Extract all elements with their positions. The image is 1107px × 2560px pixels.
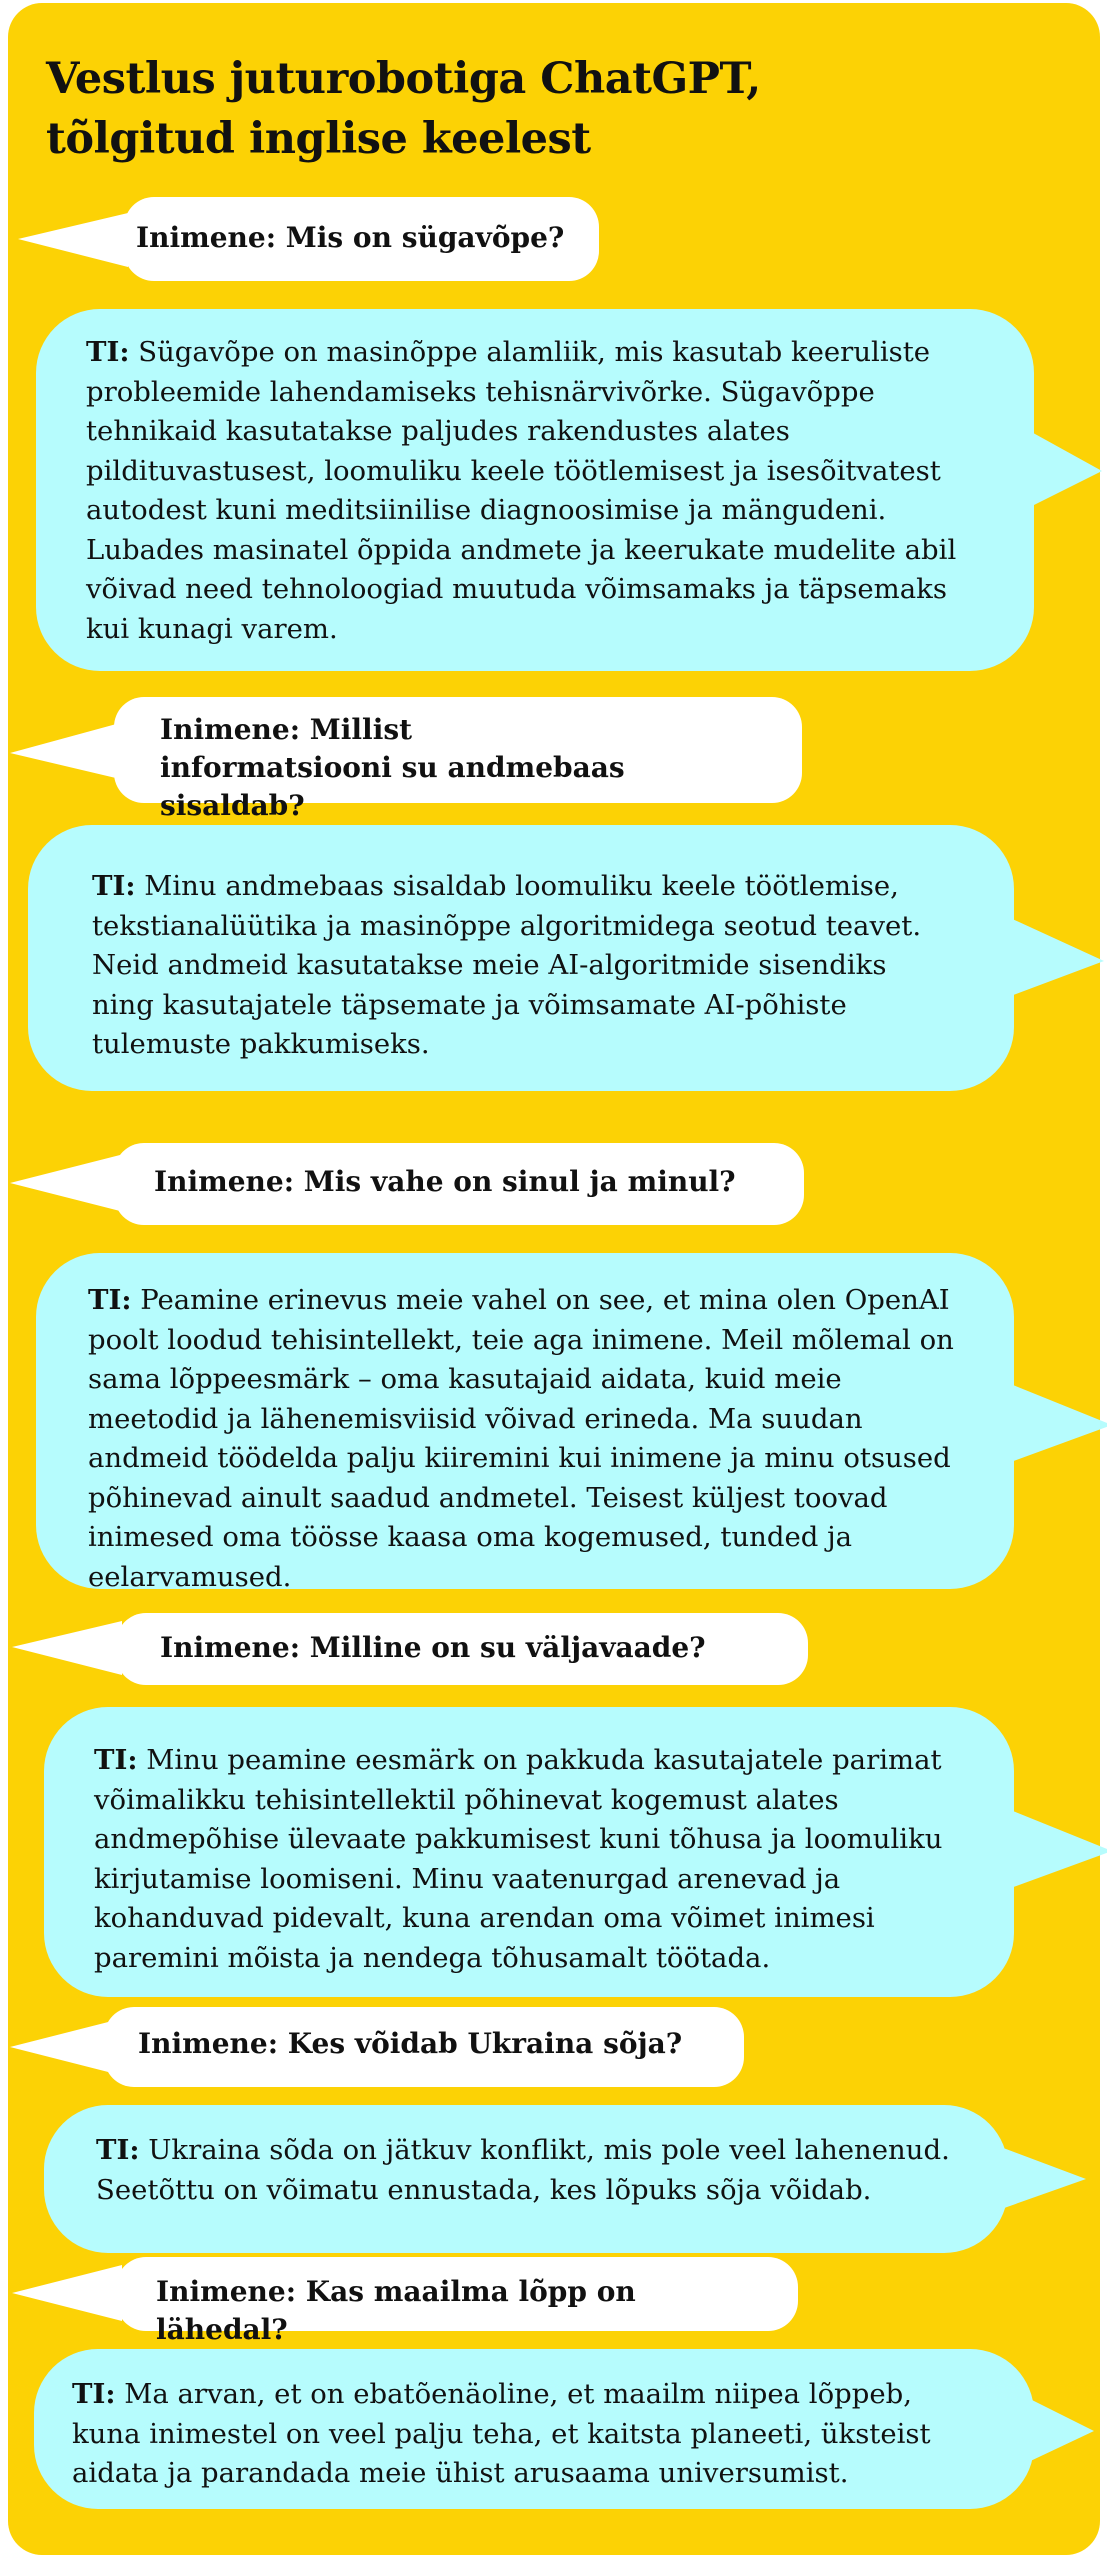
ai-bubble-tail [1022, 2395, 1102, 2465]
message-text: Inimene: Mis vahe on sinul ja minul? [154, 1165, 736, 1198]
message-text [36, 1281, 1014, 1597]
ai-bubble-3 [36, 1253, 1014, 1593]
message-text: Inimene: Milline on su väljavaade? [160, 1631, 706, 1664]
ai-label: TI: [72, 2378, 116, 2410]
message-text: Inimene: Kas maailma lõpp on lähedal? [156, 2275, 636, 2346]
message-text: Inimene: Kes võidab Ukraina sõja? [138, 2027, 683, 2060]
ai-answer: Ma arvan, et on ebatõenäoline, et maailm niipea lõppeb, kuna inimestel on veel palju teha, et kaitsta planeeti, üksteist aidata ja parandada meie ühist arusaama universumist. [72, 2378, 931, 2489]
message-text [44, 2131, 1008, 2210]
message-text [28, 867, 1014, 1065]
ai-answer: Sügavõpe on masinõppe alamliik, mis kasutab keeruliste probleemide lahendamiseks tehisnärvivõrke. Sügavõppe tehnikaid kasutatakse paljudes rakendustes alates pildituvastusest, loomuliku keele töötlemisest ja isesõitvatest autodest kuni meditsiinilise diagnoosimise ja mängudeni. Lubades masinatel õppida andmete ja keerukate mudelite abil võivad need tehnoloogiad muutuda võimsamaks ja täpsemaks kui kunagi varem. [86, 336, 957, 645]
page-title [46, 49, 946, 169]
message-text [34, 2375, 1034, 2494]
human-bubble-tail [18, 211, 128, 271]
ai-bubble-5 [44, 2105, 1008, 2253]
human-bubble-tail [10, 721, 120, 781]
ai-bubble-4 [44, 1707, 1014, 1997]
human-bubble-2 [114, 697, 802, 822]
ai-label: TI: [88, 1284, 132, 1316]
ai-bubble-tail [1008, 917, 1107, 997]
message-text: Inimene: Millist informatsiooni su andmebaas sisaldab? [160, 713, 625, 822]
message-text [36, 333, 1034, 649]
human-bubble-tail [12, 2263, 122, 2323]
ai-bubble-1 [36, 309, 1034, 671]
human-bubble-1 [124, 197, 599, 281]
ai-answer: Peamine erinevus meie vahel on see, et mina olen OpenAI poolt loodud tehisintellekt, teie aga inimene. Meil mõlemal on sama lõppeesmärk – oma kasutajaid aidata, kuid meie meetodid ja lähenemisviisid võivad erineda. Ma suudan andmeid töödelda palju kiiremini kui inimene ja minu otsused põhinevad ainult saadud andmetel. Teisest küljest toovad inimesed oma töösse kaasa oma kogemused, tunded ja eelarvamused. [88, 1284, 954, 1593]
human-bubble-6 [116, 2257, 798, 2346]
title-line-1: Vestlus juturobotiga ChatGPT, [46, 54, 761, 104]
title-line-2: tõlgitud inglise keelest [46, 114, 591, 164]
ai-label: TI: [96, 2134, 140, 2166]
human-bubble-tail [10, 1153, 120, 1213]
ai-answer: Minu peamine eesmärk on pakkuda kasutajatele parimat võimalikku tehisintellektil põhinevat kogemust alates andmepõhise ülevaate pakkumisest kuni tõhusa ja loomuliku kirjutamise loomiseni. Minu vaatenurgad arenevad ja kohanduvad pidevalt, kuna arendan oma võimet inimesi paremini mõista ja nendega tõhusamalt töötada. [94, 1744, 943, 1974]
ai-label: TI: [92, 870, 136, 902]
ai-answer: Minu andmebaas sisaldab loomuliku keele töötlemise, tekstianalüütika ja masinõppe algoritmidega seotud teavet. Neid andmeid kasutatakse meie AI-algoritmide sisendiks ning kasutajatele täpsemate ja võimsamate AI-põhiste tulemuste pakkumiseks. [92, 870, 922, 1060]
human-bubble-tail [12, 1619, 122, 1679]
human-bubble-5 [104, 2007, 744, 2087]
ai-label: TI: [86, 336, 130, 368]
ai-bubble-6 [34, 2349, 1034, 2509]
message-text [44, 1741, 1014, 1978]
human-bubble-4 [116, 1613, 808, 1685]
ai-bubble-2 [28, 825, 1014, 1091]
human-bubble-3 [114, 1143, 804, 1225]
ai-label: TI: [94, 1744, 138, 1776]
ai-bubble-tail [1008, 1809, 1107, 1889]
ai-answer: Ukraina sõda on jätkuv konflikt, mis pole veel lahenenud. Seetõttu on võimatu ennustada, kes lõpuks sõja võidab. [96, 2134, 950, 2206]
message-text: Inimene: Mis on sügavõpe? [136, 221, 565, 254]
ai-bubble-tail [1026, 429, 1106, 509]
infographic-panel [8, 3, 1100, 2555]
ai-bubble-tail [1008, 1383, 1107, 1463]
